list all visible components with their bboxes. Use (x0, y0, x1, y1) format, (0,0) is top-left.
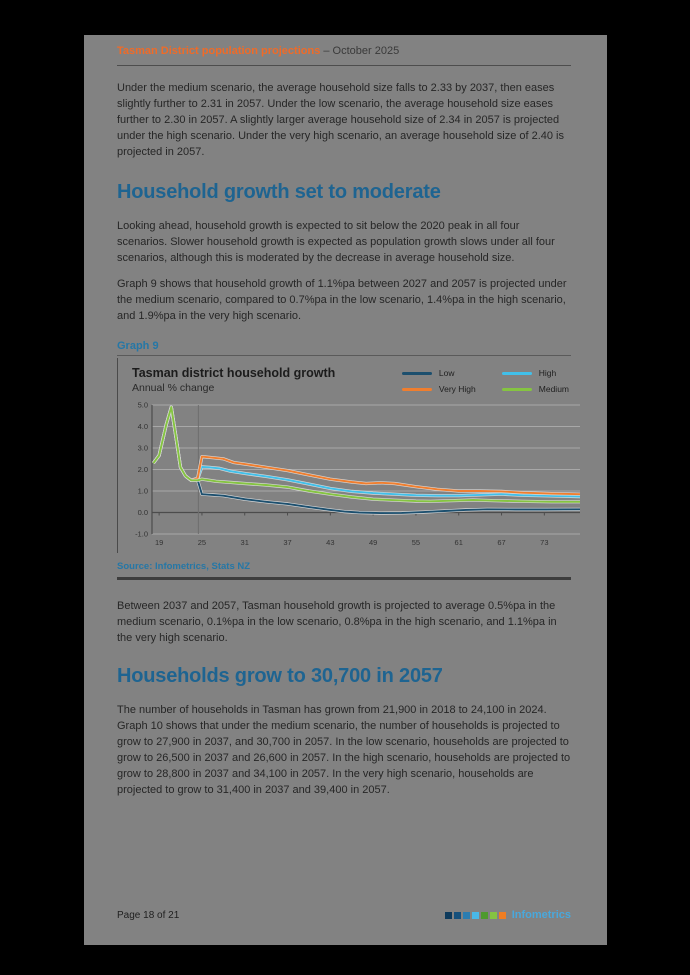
chart-source: Source: Infometrics, Stats NZ (117, 561, 251, 572)
legend-label: High (538, 368, 557, 378)
x-axis-tick-label: 31 (240, 538, 249, 547)
logo-square-icon (472, 912, 479, 919)
y-axis-tick-label: -1.0 (135, 529, 148, 539)
infometrics-logo-text: Infometrics (511, 909, 571, 921)
x-axis-tick-label: 55 (411, 538, 421, 547)
chart-block (117, 358, 571, 553)
household-growth-line-chart (132, 399, 584, 551)
x-axis-tick-label: 19 (154, 538, 164, 547)
y-axis-tick-label: 4.0 (137, 422, 148, 431)
paragraph-2037-2057-growth: Between 2037 and 2057, Tasman household growth is projected to average 0.5%pa in the medium scenario, 0.1%pa in the low scenario, 0.8%pa in the high scenario, and 1.1%pa in the very high scenario. (117, 600, 557, 644)
chart-title: Tasman district household growth (132, 366, 336, 380)
y-axis-tick-label: 3.0 (137, 443, 148, 453)
legend-item-high (502, 368, 569, 378)
report-page (84, 35, 607, 945)
x-axis-tick-label: 61 (454, 538, 463, 547)
infometrics-logo-mark-icon (445, 912, 506, 919)
y-axis-tick-label: 5.0 (137, 400, 148, 410)
logo-square-icon (463, 912, 470, 919)
y-axis-tick-label: 2.0 (137, 465, 148, 474)
doc-header-brand: Tasman District population projections (117, 45, 321, 57)
logo-square-icon (499, 912, 506, 919)
paragraph-graph9-summary: Graph 9 shows that household growth of 1.1%pa between 2027 and 2057 is projected under the medium scenario, compared to 0.7%pa in the low scenario, 1.4%pa in the high scenario, and 1.9%pa in the very high scenario. (117, 278, 567, 322)
doc-header (117, 45, 571, 57)
legend-swatch-icon (402, 372, 432, 375)
series-halo (153, 407, 580, 502)
x-axis-tick-label: 37 (283, 538, 292, 547)
logo-square-icon (490, 912, 497, 919)
infometrics-logo (445, 909, 571, 921)
x-axis-tick-label: 43 (326, 538, 335, 547)
doc-header-date: – October 2025 (320, 45, 400, 57)
legend-label: Low (438, 368, 455, 378)
x-axis-tick-label: 25 (197, 538, 207, 547)
legend-swatch-icon (502, 372, 532, 375)
header-rule (117, 65, 571, 66)
chart-legend (402, 368, 569, 394)
page-footer (117, 909, 571, 921)
legend-label: Very High (438, 384, 476, 394)
legend-item-medium (502, 384, 569, 394)
paragraph-looking-ahead: Looking ahead, household growth is expected to sit below the 2020 peak in all four scenarios. Slower household growth is expected as population growth slows under all four scenarios, although this is moderated by the decrease in average household size. (117, 220, 555, 264)
chart-subtitle: Annual % change (132, 382, 215, 394)
paragraph-household-numbers: The number of households in Tasman has grown from 21,900 in 2018 to 24,100 in 2024. Graph 10 shows that under the medium scenario, the number of households is projected to grow to 27,900 in 2037, and 30,700 in 2057. In the low scenario, households are projected to grow to 26,500 in 2037 and 26,600 in 2057. In the high scenario, households are projected to grow to 28,800 in 2037 and 34,100 in 2057. In the very high scenario, households are projected to grow to 31,400 in 2037 and 39,400 in 2057. (117, 704, 571, 796)
x-axis-tick-label: 49 (368, 538, 378, 547)
legend-swatch-icon (402, 388, 432, 391)
y-axis-tick-label: 0.0 (137, 508, 148, 517)
legend-swatch-icon (502, 388, 532, 391)
x-axis-tick-label: 67 (497, 538, 506, 547)
legend-item-low (402, 368, 476, 378)
logo-square-icon (481, 912, 488, 919)
y-axis-tick-label: 1.0 (137, 486, 148, 496)
graph-label: Graph 9 (117, 340, 159, 352)
legend-label: Medium (538, 384, 569, 394)
paragraph-household-size: Under the medium scenario, the average household size falls to 2.33 by 2037, then eases slightly further to 2.31 in 2057. Under the low scenario, the average household size eases further to 2.30 in 2057. A slightly larger average household size of 2.34 in 2057 is projected under the high scenario. Under the very high scenario, an average household size of 2.40 is projected in 2057. (117, 82, 565, 158)
page-number: Page 18 of 21 (117, 909, 180, 921)
x-axis-tick-label: 73 (540, 538, 549, 547)
graph-label-rule (117, 355, 571, 356)
logo-square-icon (445, 912, 452, 919)
legend-item-very-high (402, 384, 476, 394)
logo-square-icon (454, 912, 461, 919)
section-heading-growth-moderate: Household growth set to moderate (117, 181, 441, 203)
series-line-medium (153, 407, 580, 502)
section-heading-households-30700: Households grow to 30,700 in 2057 (117, 665, 443, 687)
source-rule (117, 577, 571, 580)
